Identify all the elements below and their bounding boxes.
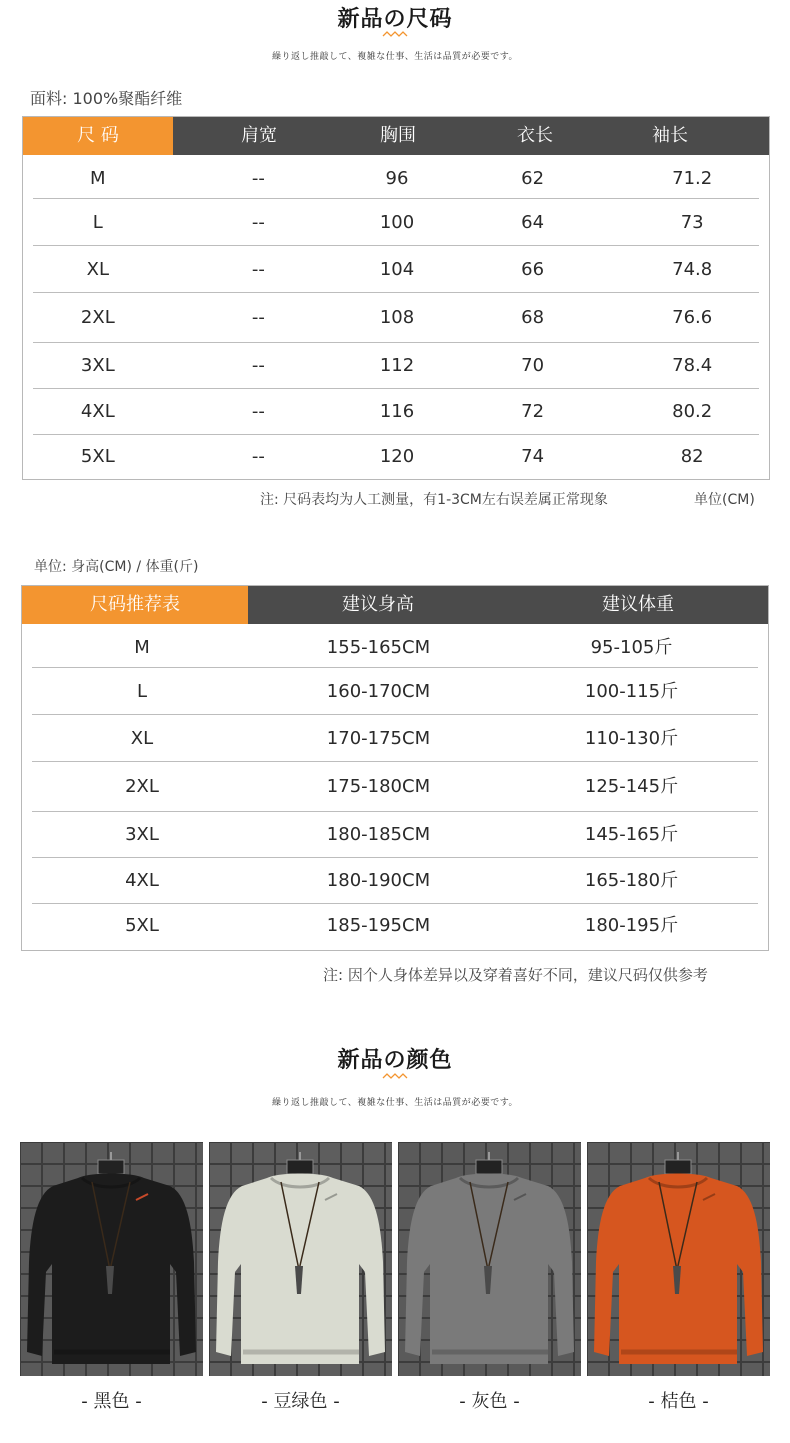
color-section-subtitle: 繰り返し推敲して、複雑な仕事、生活は品質が必要です。	[271, 1098, 519, 1108]
table-cell: --	[251, 307, 265, 328]
product-image-orange[interactable]	[587, 1142, 770, 1376]
table-row	[32, 715, 758, 762]
table-cell: --	[251, 355, 265, 376]
table-cell: --	[251, 212, 265, 233]
header-weight: 建议体重	[602, 594, 674, 615]
table-cell: 180-185CM	[326, 824, 431, 845]
table-row	[33, 159, 759, 199]
table-cell: XL	[130, 728, 154, 749]
product-image-bean-green[interactable]	[209, 1142, 392, 1376]
table-cell: 185-195CM	[326, 915, 431, 936]
table-cell: 145-165斤	[584, 824, 679, 845]
table-cell: M	[134, 637, 150, 658]
rec-table-header	[22, 586, 768, 624]
table-cell: 116	[379, 401, 415, 422]
table-cell: 66	[521, 259, 545, 280]
size-table	[22, 116, 770, 480]
table-cell: 100-115斤	[584, 681, 679, 702]
rec-unit-label: 单位: 身高(CM) / 体重(斤)	[34, 559, 199, 575]
table-cell: 95-105斤	[590, 637, 673, 658]
table-row	[32, 628, 758, 668]
table-cell: 110-130斤	[584, 728, 679, 749]
table-cell: --	[251, 401, 265, 422]
table-cell: 108	[379, 307, 415, 328]
table-cell: 170-175CM	[326, 728, 431, 749]
table-cell: 180-190CM	[326, 870, 431, 891]
table-cell: 5XL	[80, 446, 115, 467]
table-cell: --	[251, 259, 265, 280]
table-row	[33, 435, 759, 479]
color-name-gray: - 灰色 -	[459, 1391, 520, 1412]
table-cell: 70	[521, 355, 545, 376]
size-section-title: 新品の尺码	[337, 7, 453, 32]
header-sleeve: 袖长	[652, 125, 688, 146]
color-gallery	[20, 1142, 770, 1376]
table-cell: --	[251, 446, 265, 467]
header-rec-size: 尺码推荐表	[22, 586, 248, 624]
color-name-orange: - 桔色 -	[648, 1391, 709, 1412]
table-cell: XL	[86, 259, 109, 280]
table-cell: 112	[379, 355, 415, 376]
header-length: 衣长	[517, 125, 553, 146]
table-row	[33, 389, 759, 435]
table-row	[32, 762, 758, 812]
table-row	[33, 246, 759, 293]
fabric-label: 面料: 100%聚酯纤维	[30, 89, 183, 108]
wave-decoration	[0, 30, 790, 40]
table-cell: 165-180斤	[584, 870, 679, 891]
table-row	[33, 343, 759, 389]
table-cell: 3XL	[80, 355, 115, 376]
table-cell: 100	[379, 212, 415, 233]
table-cell: 2XL	[125, 776, 159, 797]
table-cell: 71.2	[672, 168, 713, 189]
table-cell: 68	[521, 307, 545, 328]
table-cell: 74.8	[672, 259, 713, 280]
table-row	[32, 668, 758, 715]
table-cell: 4XL	[125, 870, 159, 891]
table-cell: 82	[680, 446, 704, 467]
table-cell: L	[136, 681, 147, 702]
header-chest: 胸围	[380, 125, 416, 146]
table-cell: 78.4	[672, 355, 713, 376]
table-row	[33, 199, 759, 246]
table-cell: 76.6	[672, 307, 713, 328]
header-size: 尺 码	[23, 117, 173, 155]
table-cell: M	[90, 168, 106, 189]
table-cell: 73	[680, 212, 704, 233]
table-cell: 80.2	[672, 401, 713, 422]
table-cell: 3XL	[125, 824, 159, 845]
size-recommendation-table	[21, 585, 769, 951]
table-cell: 160-170CM	[326, 681, 431, 702]
table-row	[32, 812, 758, 858]
table-row	[33, 293, 759, 343]
header-shoulder: 肩宽	[241, 125, 277, 146]
table-cell: 125-145斤	[584, 776, 679, 797]
size-table-unit: 单位(CM)	[694, 492, 755, 508]
table-cell: 2XL	[80, 307, 115, 328]
table-cell: 175-180CM	[326, 776, 431, 797]
table-cell: 64	[521, 212, 545, 233]
color-name-black: - 黑色 -	[81, 1391, 142, 1412]
table-cell: 180-195斤	[584, 915, 679, 936]
product-image-black[interactable]	[20, 1142, 203, 1376]
table-cell: --	[251, 168, 265, 189]
table-cell: 155-165CM	[326, 637, 431, 658]
color-name-bean-green: - 豆绿色 -	[261, 1391, 340, 1412]
color-section-title: 新品の颜色	[337, 1048, 453, 1073]
table-cell: 5XL	[125, 915, 159, 936]
size-table-note: 注: 尺码表均为人工测量，有1-3CM左右误差属正常现象	[260, 492, 608, 508]
table-cell: 120	[379, 446, 415, 467]
table-row	[32, 904, 758, 948]
table-cell: 62	[521, 168, 545, 189]
product-image-gray[interactable]	[398, 1142, 581, 1376]
size-section-subtitle: 繰り返し推敲して、複雑な仕事、生活は品質が必要です。	[271, 52, 519, 62]
table-cell: 72	[521, 401, 545, 422]
rec-table-note: 注: 因个人身体差异以及穿着喜好不同，建议尺码仅供参考	[323, 966, 708, 984]
table-cell: 74	[521, 446, 545, 467]
size-table-header	[23, 117, 769, 155]
header-height: 建议身高	[342, 594, 414, 615]
wave-decoration-2	[0, 1072, 790, 1082]
table-cell: 104	[379, 259, 415, 280]
table-cell: 4XL	[80, 401, 115, 422]
table-cell: L	[92, 212, 103, 233]
table-row	[32, 858, 758, 904]
table-cell: 96	[385, 168, 409, 189]
